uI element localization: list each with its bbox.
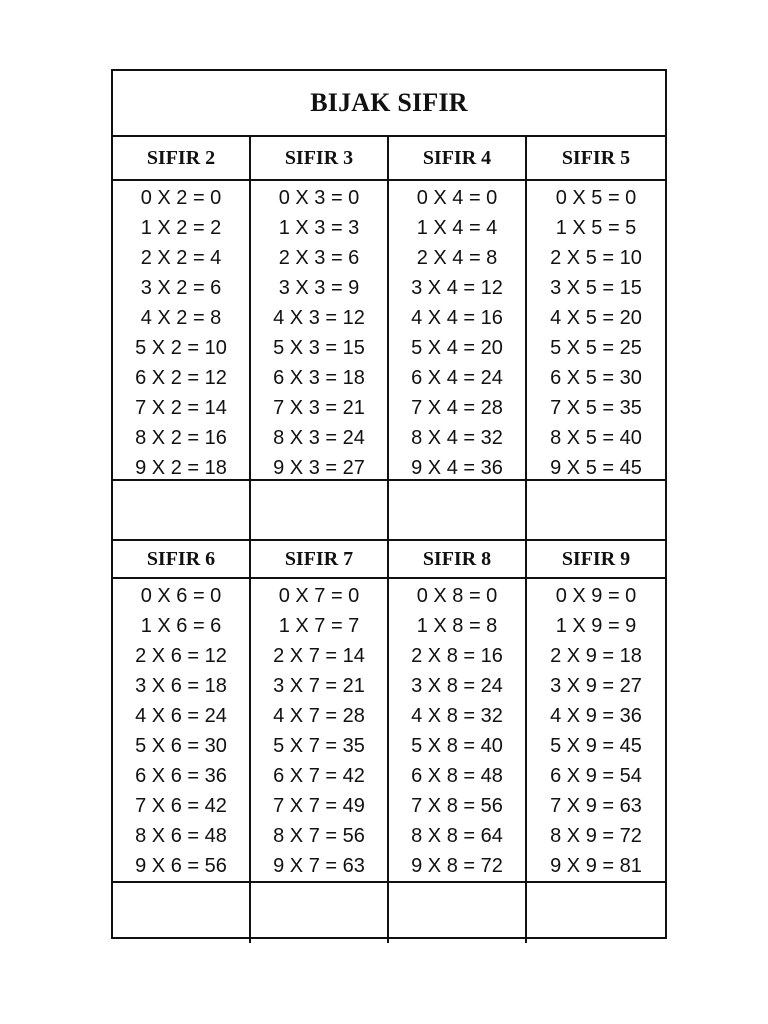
table-row: 8 X 4 = 32 [411, 427, 503, 449]
table-column [527, 181, 665, 479]
table-row: 8 X 3 = 24 [273, 427, 365, 449]
blank-cell [113, 481, 251, 539]
table-row: 4 X 4 = 16 [411, 307, 503, 329]
table-row: 5 X 7 = 35 [273, 735, 365, 757]
table-row: 7 X 4 = 28 [411, 397, 503, 419]
table-row: 2 X 4 = 8 [416, 247, 498, 269]
table-row: 2 X 9 = 18 [550, 645, 642, 667]
table-row: 4 X 2 = 8 [140, 307, 222, 329]
table-row: 3 X 6 = 18 [135, 675, 227, 697]
table-row: 1 X 7 = 7 [278, 615, 360, 637]
table-row: 7 X 6 = 42 [135, 795, 227, 817]
table-row: 7 X 2 = 14 [135, 397, 227, 419]
blank-cell [389, 883, 527, 943]
table-row: 7 X 5 = 35 [550, 397, 642, 419]
table-row: 4 X 6 = 24 [135, 705, 227, 727]
table-column [389, 181, 527, 479]
header-row-bottom [113, 541, 665, 579]
table-row: 2 X 6 = 12 [135, 645, 227, 667]
table-row: 5 X 6 = 30 [135, 735, 227, 757]
table-row: 3 X 5 = 15 [550, 277, 642, 299]
blank-cell [527, 481, 665, 539]
table-row: 9 X 6 = 56 [135, 855, 227, 877]
table-row: 1 X 2 = 2 [140, 217, 222, 239]
blank-cell [113, 883, 251, 943]
table-row: 9 X 3 = 27 [273, 457, 365, 479]
multiplication-table-sheet [111, 69, 667, 939]
table-row: 6 X 5 = 30 [550, 367, 642, 389]
table-row: 4 X 8 = 32 [411, 705, 503, 727]
table-row: 6 X 7 = 42 [273, 765, 365, 787]
table-row: 7 X 7 = 49 [273, 795, 365, 817]
table-heading: SIFIR 4 [389, 137, 527, 179]
blank-cell [251, 481, 389, 539]
table-row: 1 X 8 = 8 [416, 615, 498, 637]
table-row: 9 X 2 = 18 [135, 457, 227, 479]
table-row: 6 X 2 = 12 [135, 367, 227, 389]
table-row: 3 X 2 = 6 [140, 277, 222, 299]
table-row: 6 X 4 = 24 [411, 367, 503, 389]
table-row: 5 X 9 = 45 [550, 735, 642, 757]
table-row: 5 X 5 = 25 [550, 337, 642, 359]
table-row: 6 X 6 = 36 [135, 765, 227, 787]
table-heading: SIFIR 9 [561, 547, 631, 570]
table-row: 2 X 3 = 6 [278, 247, 360, 269]
table-row: 0 X 7 = 0 [278, 585, 360, 607]
table-column [251, 181, 389, 479]
table-row: 2 X 7 = 14 [273, 645, 365, 667]
table-row: 4 X 5 = 20 [550, 307, 642, 329]
table-row: 8 X 2 = 16 [135, 427, 227, 449]
table-row: 7 X 8 = 56 [411, 795, 503, 817]
table-row: 4 X 7 = 28 [273, 705, 365, 727]
table-row: 4 X 3 = 12 [273, 307, 365, 329]
table-row: 0 X 5 = 0 [555, 187, 637, 209]
table-row: 5 X 4 = 20 [411, 337, 503, 359]
title-row [113, 71, 665, 137]
table-row: 5 X 3 = 15 [273, 337, 365, 359]
blank-cell [527, 883, 665, 943]
values-row-top [113, 181, 665, 481]
table-row: 3 X 4 = 12 [411, 277, 503, 299]
table-row: 6 X 8 = 48 [411, 765, 503, 787]
table-column [389, 579, 527, 881]
table-row: 2 X 5 = 10 [550, 247, 642, 269]
table-row: 9 X 4 = 36 [411, 457, 503, 479]
table-heading: SIFIR 8 [389, 541, 527, 577]
table-row: 6 X 3 = 18 [273, 367, 365, 389]
table-row: 0 X 9 = 0 [555, 585, 637, 607]
table-row: 9 X 5 = 45 [550, 457, 642, 479]
table-row: 1 X 9 = 9 [555, 615, 637, 637]
table-row: 3 X 8 = 24 [411, 675, 503, 697]
table-column [113, 181, 251, 479]
table-heading: SIFIR 3 [251, 137, 389, 179]
table-row: 5 X 8 = 40 [411, 735, 503, 757]
table-heading: SIFIR 2 [113, 137, 251, 179]
blank-row-top [113, 481, 665, 541]
table-row: 9 X 9 = 81 [550, 855, 642, 877]
page-title: BIJAK SIFIR [310, 88, 468, 117]
table-row: 8 X 8 = 64 [411, 825, 503, 847]
table-heading: SIFIR 7 [251, 541, 389, 577]
table-block-bottom [113, 541, 665, 943]
table-row: 8 X 7 = 56 [273, 825, 365, 847]
table-column [527, 579, 665, 881]
table-row: 7 X 9 = 63 [550, 795, 642, 817]
table-column [113, 579, 251, 881]
table-row: 3 X 3 = 9 [278, 277, 360, 299]
table-row: 0 X 4 = 0 [416, 187, 498, 209]
table-heading: SIFIR 5 [561, 146, 631, 169]
table-row: 9 X 8 = 72 [411, 855, 503, 877]
blank-cell [389, 481, 527, 539]
table-row: 2 X 8 = 16 [411, 645, 503, 667]
table-row: 4 X 9 = 36 [550, 705, 642, 727]
table-row: 8 X 6 = 48 [135, 825, 227, 847]
table-block-top [113, 137, 665, 541]
table-row: 3 X 7 = 21 [273, 675, 365, 697]
table-row: 9 X 7 = 63 [273, 855, 365, 877]
table-heading: SIFIR 6 [113, 541, 251, 577]
header-row-top [113, 137, 665, 181]
blank-row-bottom [113, 883, 665, 943]
table-row: 0 X 3 = 0 [278, 187, 360, 209]
table-row: 0 X 2 = 0 [140, 187, 222, 209]
table-row: 1 X 4 = 4 [416, 217, 498, 239]
table-row: 0 X 8 = 0 [416, 585, 498, 607]
table-row: 7 X 3 = 21 [273, 397, 365, 419]
table-row: 5 X 2 = 10 [135, 337, 227, 359]
table-row: 1 X 6 = 6 [140, 615, 222, 637]
table-row: 3 X 9 = 27 [550, 675, 642, 697]
table-row: 8 X 9 = 72 [550, 825, 642, 847]
table-row: 8 X 5 = 40 [550, 427, 642, 449]
table-row: 6 X 9 = 54 [550, 765, 642, 787]
table-row: 0 X 6 = 0 [140, 585, 222, 607]
table-row: 2 X 2 = 4 [140, 247, 222, 269]
table-row: 1 X 5 = 5 [555, 217, 637, 239]
values-row-bottom [113, 579, 665, 883]
table-row: 1 X 3 = 3 [278, 217, 360, 239]
blank-cell [251, 883, 389, 943]
table-column [251, 579, 389, 881]
